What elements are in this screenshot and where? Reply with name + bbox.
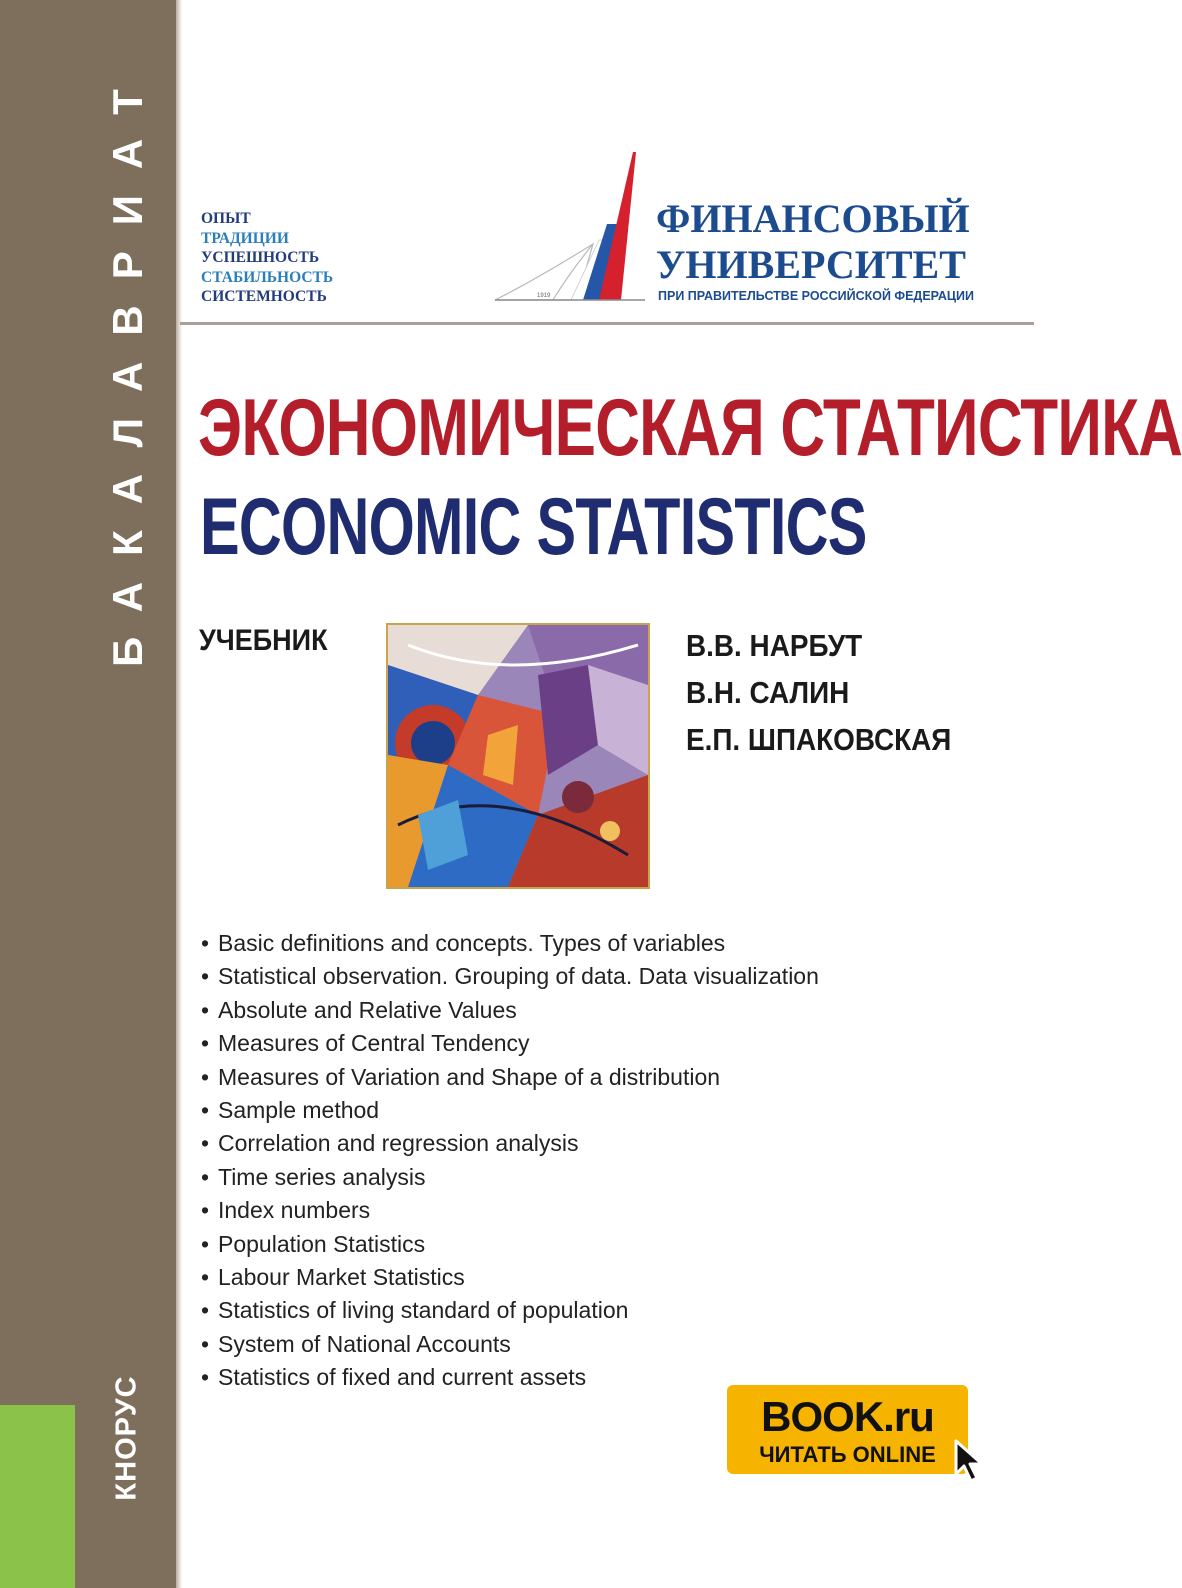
bullet-icon: • <box>201 1330 210 1357</box>
bullet-icon: • <box>201 1230 210 1257</box>
list-item <box>201 1061 819 1094</box>
list-item <box>201 1294 819 1327</box>
topic-text: Statistics of fixed and current assets <box>218 1364 587 1391</box>
topic-text: Sample method <box>218 1097 380 1124</box>
topic-text: Absolute and Relative Values <box>218 996 517 1023</box>
topic-text: System of National Accounts <box>218 1330 511 1357</box>
topic-text: Measures of Variation and Shape of a distribution <box>218 1063 721 1090</box>
motto-item: ОПЫТ <box>201 210 251 227</box>
bullet-icon: • <box>201 1364 210 1391</box>
book-ru-badge[interactable] <box>727 1385 968 1474</box>
topic-text: Population Statistics <box>218 1230 426 1257</box>
motto-item: УСПЕШНОСТЬ <box>201 249 320 266</box>
topic-list <box>201 927 819 1395</box>
bullet-icon: • <box>201 930 210 956</box>
topic-text: Correlation and regression analysis <box>218 1130 579 1157</box>
list-item <box>201 1194 819 1227</box>
motto-list <box>201 209 333 307</box>
topic-text: Basic definitions and concepts. Types of variables <box>218 930 726 956</box>
list-item <box>201 1261 819 1294</box>
topic-text: Measures of Central Tendency <box>218 1030 530 1057</box>
badge-subtitle: ЧИТАТЬ ONLINE <box>759 1442 936 1467</box>
author-list <box>686 622 981 763</box>
list-item <box>201 927 819 960</box>
list-item <box>201 1094 819 1127</box>
bullet-icon: • <box>201 1130 210 1157</box>
book-title-ru: ЭКОНОМИЧЕСКАЯ СТАТИСТИКА <box>198 383 1182 473</box>
series-label: БАКАЛАВРИАТ <box>104 63 151 667</box>
cover-artwork <box>386 623 650 889</box>
list-item <box>201 1328 819 1361</box>
book-title-en: ECONOMIC STATISTICS <box>200 482 867 572</box>
bullet-icon: • <box>201 1163 210 1190</box>
topic-text: Statistical observation. Grouping of data. Data visualization <box>218 963 819 990</box>
spine-edge <box>176 0 182 1588</box>
bullet-icon: • <box>201 1264 210 1291</box>
bullet-icon: • <box>201 963 210 990</box>
header-divider <box>180 322 1034 325</box>
author-name: Е.П. ШПАКОВСКАЯ <box>686 722 952 757</box>
topic-text: Time series analysis <box>218 1163 426 1190</box>
publisher-label: КНОРУС <box>110 1375 143 1501</box>
author-name: В.В. НАРБУТ <box>686 628 863 663</box>
bullet-icon: • <box>201 1030 210 1057</box>
list-item <box>201 1228 819 1261</box>
cursor-arrow-icon <box>953 1438 987 1484</box>
university-logo-icon <box>495 152 645 307</box>
list-item <box>201 960 819 993</box>
genre-label: УЧЕБНИК <box>199 624 328 657</box>
bullet-icon: • <box>201 1297 210 1324</box>
bullet-icon: • <box>201 1097 210 1124</box>
list-item <box>201 1161 819 1194</box>
bullet-icon: • <box>201 1063 210 1090</box>
university-name-line2: УНИВЕРСИТЕТ <box>656 242 966 287</box>
list-item <box>201 1027 819 1060</box>
motto-item: СИСТЕМНОСТЬ <box>201 288 327 305</box>
university-name-line1: ФИНАНСОВЫЙ <box>656 196 970 241</box>
motto-item: СТАБИЛЬНОСТЬ <box>201 268 334 286</box>
author-name: В.Н. САЛИН <box>686 675 850 710</box>
abstract-painting-icon <box>388 625 648 887</box>
university-name <box>656 196 970 288</box>
university-subtitle: ПРИ ПРАВИТЕЛЬСТВЕ РОССИЙСКОЙ ФЕДЕРАЦИИ <box>658 289 975 303</box>
topic-text: Index numbers <box>218 1197 371 1224</box>
logo-year: 1919 <box>537 293 551 299</box>
bullet-icon: • <box>201 1197 210 1224</box>
badge-title: BOOK.ru <box>761 1393 934 1440</box>
spine-accent-block <box>0 1405 75 1588</box>
list-item <box>201 994 819 1027</box>
motto-item: ТРАДИЦИИ <box>201 229 289 247</box>
topic-text: Labour Market Statistics <box>218 1264 465 1291</box>
bullet-icon: • <box>201 996 210 1023</box>
list-item <box>201 1127 819 1160</box>
topic-text: Statistics of living standard of population <box>218 1297 629 1324</box>
